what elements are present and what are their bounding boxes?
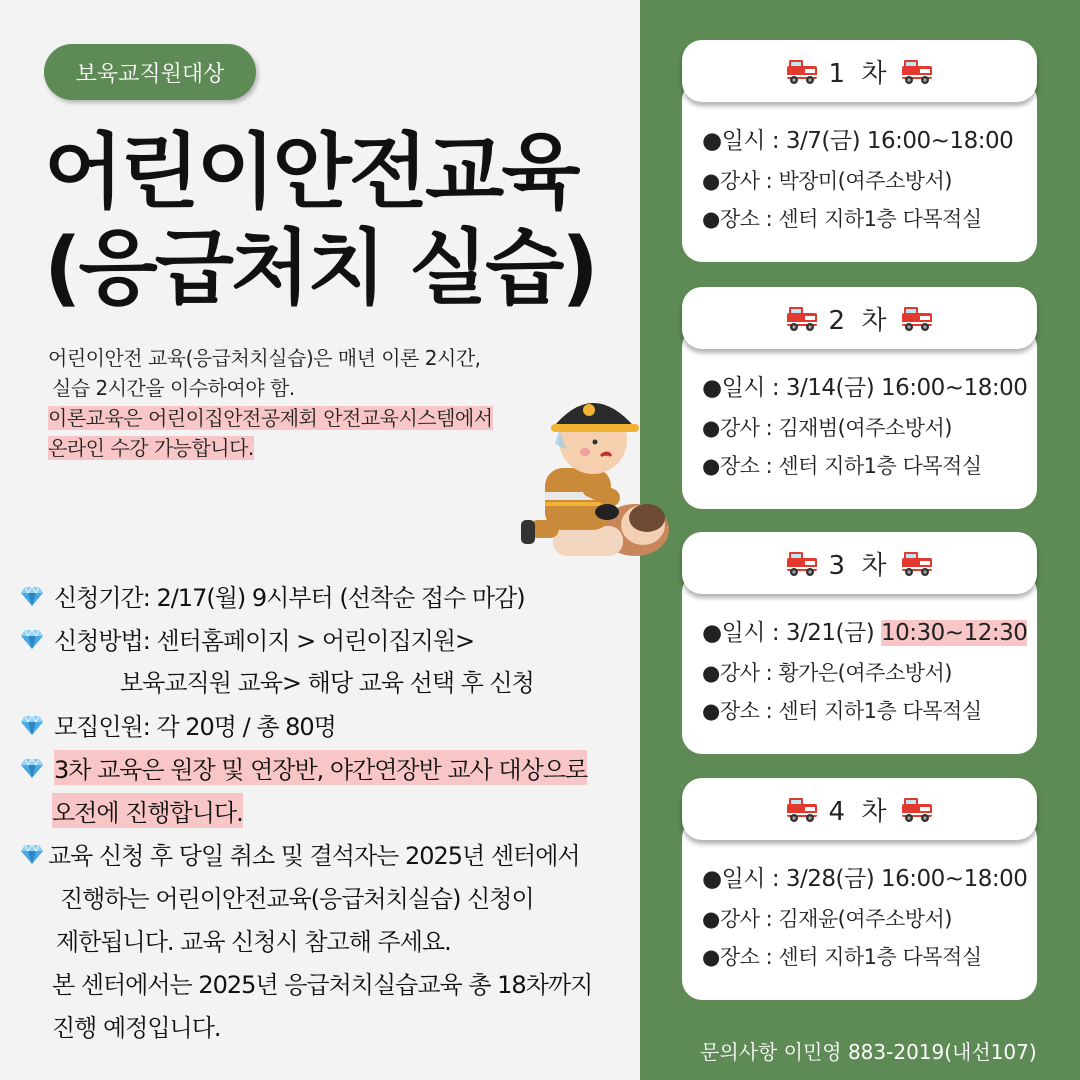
- audience-tag: 보육교직원대상: [44, 44, 256, 100]
- diamond-icon: [20, 584, 44, 608]
- firefighter-cpr-illustration: [515, 380, 675, 560]
- session-place: ●장소 : 센터 지하1층 다목적실: [702, 945, 982, 969]
- fire-truck-icon: [900, 549, 934, 577]
- session-date: 3/21(금): [785, 620, 882, 646]
- cancel-policy-line-1: 교육 신청 후 당일 취소 및 결석자는 2025년 센터에서: [48, 842, 580, 870]
- session3-note-line-2: 오전에 진행합니다.: [52, 793, 243, 828]
- session-label: 2 차: [828, 305, 891, 336]
- session3-note-line-1: 3차 교육은 원장 및 연장반, 야간연장반 교사 대상으로: [54, 750, 587, 785]
- title-line-1: 어린이안전교육: [44, 125, 578, 220]
- fire-truck-icon: [785, 57, 819, 85]
- session-lecturer: ●강사 : 김재윤(여주소방서): [702, 907, 952, 931]
- session-label: 4 차: [828, 796, 891, 827]
- diamond-icon: [20, 756, 44, 780]
- cancel-policy-line-2: 진행하는 어린이안전교육(응급처치실습) 신청이: [60, 885, 534, 913]
- session-lecturer: ●강사 : 황가은(여주소방서): [702, 661, 952, 685]
- date-label: ●일시 :: [702, 128, 786, 154]
- session-place: ●장소 : 센터 지하1층 다목적실: [702, 207, 982, 231]
- intro-line-2: 실습 2시간을 이수하여야 함.: [52, 376, 295, 400]
- session-header: [682, 532, 1037, 594]
- date-label: ●일시 :: [702, 620, 786, 646]
- session-date: 3/14(금) 16:00~18:00: [785, 375, 1028, 401]
- session-place: ●장소 : 센터 지하1층 다목적실: [702, 699, 982, 723]
- contact-info: 문의사항 이민영 883-2019(내선107): [700, 1040, 1037, 1064]
- application-period: 신청기간: 2/17(월) 9시부터 (선착순 접수 마감): [54, 584, 525, 612]
- application-method-line-2: 보육교직원 교육> 해당 교육 선택 후 신청: [120, 669, 534, 697]
- session-label: 1 차: [828, 58, 891, 89]
- session-card-3: [682, 532, 1037, 754]
- intro-text: [48, 343, 493, 463]
- recruitment-count: 모집인원: 각 20명 / 총 80명: [54, 713, 336, 741]
- session-header: [682, 287, 1037, 349]
- session-header: [682, 778, 1037, 840]
- diamond-icon: [20, 713, 44, 737]
- cancel-policy-line-3: 제한됩니다. 교육 신청시 참고해 주세요.: [56, 928, 451, 956]
- application-method-line-1: 신청방법: 센터홈페이지 > 어린이집지원>: [54, 627, 475, 655]
- session-place: ●장소 : 센터 지하1층 다목적실: [702, 454, 982, 478]
- title-line-2: (응급처치 실습): [44, 221, 596, 316]
- fire-truck-icon: [900, 304, 934, 332]
- session-header: [682, 40, 1037, 102]
- session-card-1: [682, 40, 1037, 262]
- date-label: ●일시 :: [702, 866, 786, 892]
- diamond-icon: [20, 627, 44, 651]
- date-label: ●일시 :: [702, 375, 786, 401]
- total-sessions-line-1: 본 센터에서는 2025년 응급처치실습교육 총 18차까지: [52, 971, 593, 999]
- session-card-4: [682, 778, 1037, 1000]
- fire-truck-icon: [785, 795, 819, 823]
- session-date: 3/28(금) 16:00~18:00: [785, 866, 1028, 892]
- session-label: 3 차: [828, 550, 891, 581]
- intro-line-1: 어린이안전 교육(응급처치실습)은 매년 이론 2시간,: [48, 346, 481, 370]
- fire-truck-icon: [785, 304, 819, 332]
- session-card-2: [682, 287, 1037, 509]
- fire-truck-icon: [900, 795, 934, 823]
- fire-truck-icon: [785, 549, 819, 577]
- intro-line-3: 이론교육은 어린이집안전공제회 안전교육시스템에서: [48, 406, 493, 430]
- diamond-icon: [20, 842, 44, 866]
- session-lecturer: ●강사 : 김재범(여주소방서): [702, 416, 952, 440]
- fire-truck-icon: [900, 57, 934, 85]
- intro-line-4: 온라인 수강 가능합니다.: [48, 436, 254, 460]
- total-sessions-line-2: 진행 예정입니다.: [52, 1014, 221, 1042]
- session-lecturer: ●강사 : 박장미(여주소방서): [702, 169, 952, 193]
- session-date: 3/7(금) 16:00~18:00: [785, 128, 1014, 154]
- page-title: [44, 125, 624, 317]
- session-time-highlight: 10:30~12:30: [881, 620, 1028, 646]
